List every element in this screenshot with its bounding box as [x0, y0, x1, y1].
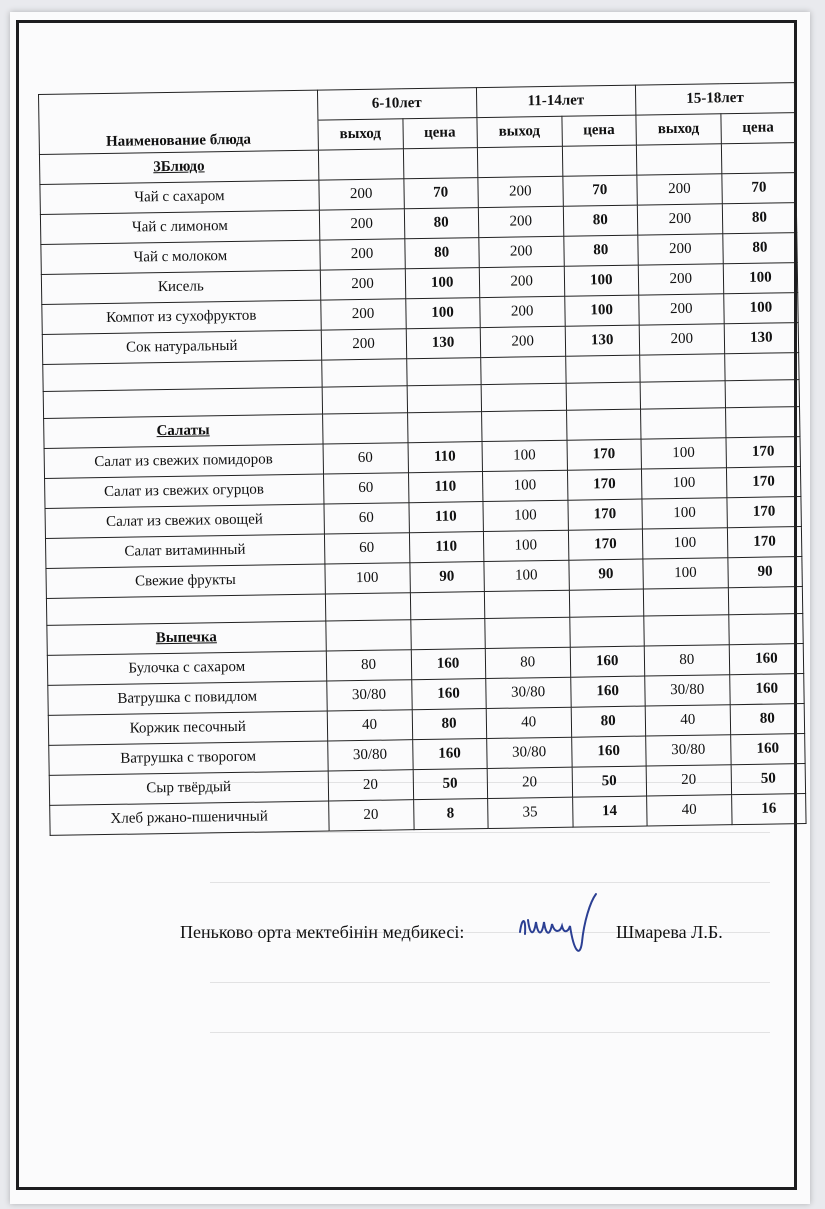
yield-cell: 200: [639, 324, 725, 355]
yield-cell: 80: [644, 645, 730, 676]
price-header: цена: [403, 118, 478, 149]
empty-cell: [484, 617, 570, 648]
yield-cell: 200: [319, 209, 405, 240]
yield-cell: 100: [642, 528, 728, 559]
price-cell: 160: [571, 736, 646, 767]
dish-name: Булочка с сахаром: [47, 651, 326, 685]
price-cell: 80: [723, 233, 798, 264]
price-cell: 160: [570, 676, 645, 707]
price-cell: 100: [724, 293, 799, 324]
yield-cell: 200: [638, 234, 724, 265]
yield-header: выход: [317, 119, 403, 150]
price-cell: 80: [412, 709, 487, 740]
price-cell: 100: [564, 295, 639, 326]
yield-cell: 60: [323, 473, 409, 504]
empty-cell: [318, 149, 404, 180]
yield-cell: 30/80: [327, 740, 413, 771]
yield-cell: 100: [643, 558, 729, 589]
price-cell: 170: [567, 469, 642, 500]
yield-cell: 30/80: [645, 735, 731, 766]
price-cell: 80: [722, 203, 797, 234]
yield-cell: 80: [485, 647, 571, 678]
dish-name: Салат витаминный: [45, 534, 324, 568]
yield-cell: 40: [645, 705, 731, 736]
dish-name: Салат из свежих помидоров: [44, 444, 323, 478]
price-cell: 100: [405, 268, 480, 299]
yield-cell: 60: [323, 443, 409, 474]
yield-cell: 200: [319, 239, 405, 270]
price-header: цена: [721, 113, 796, 144]
dish-name: Компот из сухофруктов: [42, 300, 321, 334]
yield-cell: 100: [641, 468, 727, 499]
empty-cell: [729, 614, 804, 645]
price-cell: 130: [406, 328, 481, 359]
price-cell: 80: [564, 235, 639, 266]
empty-cell: [566, 382, 640, 410]
section-title: 3Блюдо: [39, 150, 318, 184]
section-title: Выпечка: [47, 621, 326, 655]
price-cell: 160: [729, 644, 804, 675]
empty-cell: [325, 620, 411, 651]
price-cell: 90: [728, 557, 803, 588]
empty-cell: [403, 148, 478, 179]
yield-cell: 80: [326, 650, 412, 681]
empty-cell: [636, 144, 722, 175]
yield-cell: 200: [638, 264, 724, 295]
dish-name: Салат из свежих овощей: [45, 504, 324, 538]
yield-cell: 40: [486, 707, 572, 738]
yield-cell: 100: [324, 563, 410, 594]
yield-cell: 20: [646, 765, 732, 796]
price-cell: 110: [409, 502, 484, 533]
empty-cell: [484, 590, 570, 618]
yield-cell: 60: [323, 503, 409, 534]
yield-cell: 100: [483, 500, 569, 531]
empty-cell: [721, 143, 796, 174]
yield-cell: 200: [478, 206, 564, 237]
empty-cell: [562, 145, 637, 176]
yield-cell: 200: [320, 299, 406, 330]
empty-cell: [481, 410, 567, 441]
yield-cell: 20: [487, 767, 573, 798]
price-cell: 80: [404, 238, 479, 269]
yield-cell: 60: [324, 533, 410, 564]
yield-cell: 100: [641, 438, 727, 469]
menu-body: [39, 143, 806, 836]
empty-cell: [322, 386, 408, 414]
empty-cell: [406, 358, 480, 386]
price-cell: 80: [563, 205, 638, 236]
price-cell: 110: [409, 532, 484, 563]
dish-name: Ватрушка с творогом: [49, 741, 328, 775]
yield-cell: 200: [639, 294, 725, 325]
price-cell: 170: [726, 467, 801, 498]
dish-name: Чай с сахаром: [40, 180, 319, 214]
empty-cell: [410, 592, 484, 620]
handwritten-signature: [510, 892, 600, 962]
price-cell: 130: [724, 323, 799, 354]
dish-name: Сок натуральный: [42, 330, 321, 364]
yield-cell: 100: [482, 440, 568, 471]
yield-cell: 200: [478, 236, 564, 267]
age-group-1: 6-10лет: [317, 88, 477, 120]
price-cell: 170: [567, 439, 642, 470]
nurse-role-label: Пеньково орта мектебінін медбикесі:: [180, 922, 465, 942]
dish-name: Чай с лимоном: [40, 210, 319, 244]
price-cell: 16: [731, 794, 806, 825]
empty-cell: [725, 353, 800, 381]
nurse-name: Шмарева Л.Б.: [616, 922, 723, 942]
price-cell: 160: [730, 674, 805, 705]
price-cell: 50: [731, 764, 806, 795]
price-cell: 170: [568, 529, 643, 560]
price-cell: 170: [727, 527, 802, 558]
price-cell: 50: [572, 766, 647, 797]
empty-cell: [640, 381, 726, 409]
empty-cell: [566, 409, 641, 440]
price-cell: 80: [571, 706, 646, 737]
empty-cell: [321, 359, 407, 387]
yield-cell: 200: [479, 266, 565, 297]
yield-cell: 200: [480, 326, 566, 357]
dish-name: Коржик песочный: [48, 711, 327, 745]
empty-cell: [570, 616, 645, 647]
empty-cell: [410, 619, 485, 650]
price-cell: 70: [722, 173, 797, 204]
price-cell: 160: [411, 679, 486, 710]
yield-cell: 40: [646, 795, 732, 826]
empty-cell: [725, 380, 800, 408]
empty-cell: [481, 383, 567, 411]
empty-cell: [639, 354, 725, 382]
dish-name: Чай с молоком: [41, 240, 320, 274]
empty-cell: [728, 587, 803, 615]
price-cell: 14: [572, 796, 647, 827]
yield-cell: 200: [637, 204, 723, 235]
price-cell: 50: [413, 769, 488, 800]
empty-cell: [480, 356, 566, 384]
yield-cell: 30/80: [485, 677, 571, 708]
empty-cell: [407, 385, 481, 413]
dish-name: Салат из свежих огурцов: [45, 474, 324, 508]
yield-cell: 200: [479, 296, 565, 327]
yield-cell: 100: [483, 530, 569, 561]
yield-cell: 100: [484, 560, 570, 591]
price-cell: 170: [568, 499, 643, 530]
price-cell: 70: [403, 178, 478, 209]
price-cell: 110: [408, 472, 483, 503]
name-header-top: [39, 90, 318, 124]
dish-name: Хлеб ржано-пшеничный: [50, 801, 329, 835]
section-title: Салаты: [44, 414, 323, 448]
price-cell: 90: [569, 559, 644, 590]
dish-name: Ватрушка с повидлом: [48, 681, 327, 715]
menu-table: [38, 82, 807, 836]
yield-header: выход: [477, 116, 563, 147]
price-cell: 100: [405, 298, 480, 329]
empty-cell: [322, 413, 408, 444]
price-cell: 8: [413, 799, 488, 830]
empty-cell: [644, 615, 730, 646]
yield-cell: 200: [478, 176, 564, 207]
empty-cell: [640, 408, 726, 439]
empty-cell: [569, 589, 643, 617]
yield-cell: 100: [642, 498, 728, 529]
empty-cell: [477, 146, 563, 177]
price-cell: 170: [726, 437, 801, 468]
dish-name: Сыр твёрдый: [49, 771, 328, 805]
empty-cell: [565, 355, 639, 383]
price-cell: 110: [408, 442, 483, 473]
yield-cell: 200: [637, 174, 723, 205]
empty-cell: [643, 588, 729, 616]
dish-name-header: Наименование блюда: [39, 120, 318, 154]
yield-cell: 20: [328, 770, 414, 801]
price-cell: 160: [411, 649, 486, 680]
document-page: [10, 12, 810, 1204]
empty-cell: [725, 407, 800, 438]
price-cell: 130: [565, 325, 640, 356]
price-header: цена: [562, 115, 637, 146]
price-cell: 80: [404, 208, 479, 239]
signature-block: [180, 910, 780, 950]
yield-cell: 30/80: [486, 737, 572, 768]
yield-cell: 30/80: [645, 675, 731, 706]
price-cell: 70: [563, 175, 638, 206]
price-cell: 100: [723, 263, 798, 294]
yield-cell: 30/80: [326, 680, 412, 711]
price-cell: 160: [731, 734, 806, 765]
age-group-3: 15-18лет: [635, 83, 795, 115]
dish-name: Свежие фрукты: [46, 564, 325, 598]
price-cell: 170: [727, 497, 802, 528]
age-group-2: 11-14лет: [476, 85, 636, 117]
yield-cell: 20: [328, 800, 414, 831]
empty-cell: [325, 593, 411, 621]
price-cell: 90: [410, 562, 485, 593]
price-cell: 160: [412, 739, 487, 770]
dish-name: Кисель: [41, 270, 320, 304]
yield-header: выход: [636, 114, 722, 145]
empty-cell: [407, 412, 482, 443]
price-cell: 160: [570, 646, 645, 677]
yield-cell: 200: [318, 179, 404, 210]
yield-cell: 100: [482, 470, 568, 501]
price-cell: 80: [730, 704, 805, 735]
price-cell: 100: [564, 265, 639, 296]
yield-cell: 200: [320, 269, 406, 300]
yield-cell: 35: [487, 797, 573, 828]
yield-cell: 200: [321, 329, 407, 360]
yield-cell: 40: [327, 710, 413, 741]
